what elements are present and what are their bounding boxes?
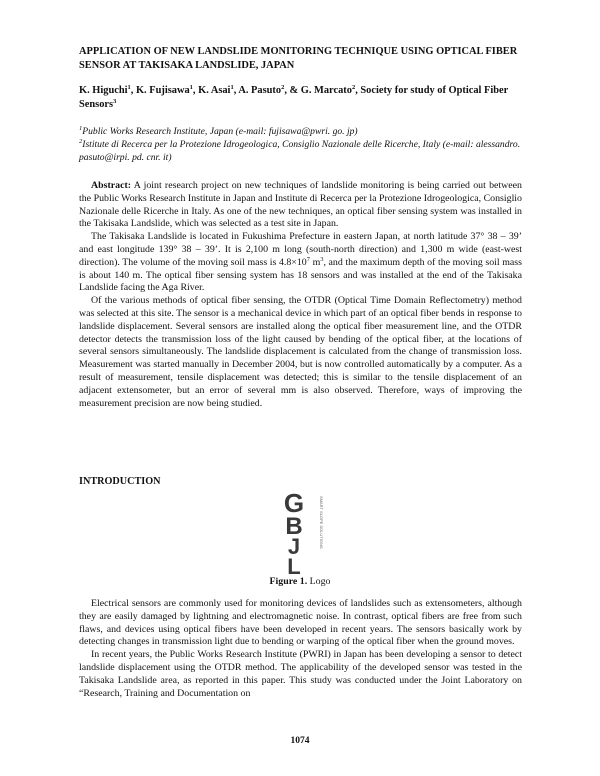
page-number: 1074 bbox=[290, 736, 310, 746]
author: K. Higuchi bbox=[79, 85, 128, 96]
figure-label: Figure 1. bbox=[269, 576, 308, 587]
logo-letter-b: B bbox=[285, 513, 303, 540]
author-affiliation-mark: 1 bbox=[230, 84, 234, 91]
author: A. Pasuto bbox=[238, 85, 282, 96]
author: K. Asai bbox=[198, 85, 231, 96]
author: Society for study of Optical Fiber Sensors bbox=[79, 85, 509, 110]
author-affiliation-mark: 1 bbox=[127, 84, 131, 91]
author-affiliation-mark: 1 bbox=[189, 84, 193, 91]
logo-letter-g: G bbox=[283, 490, 305, 518]
introduction-text bbox=[79, 598, 522, 700]
intro-paragraph-2: In recent years, the Public Works Research Institute (PWRI) in Japan has been developing a sensor to detect landslide displacement using the OTDR method. The applicability of the developed sensor was tested in the Takisaka Landslide area, as reported in this paper. This study was conducted under the Joint Laboratory on “Research, Training and Documentation on bbox=[79, 649, 522, 699]
figure-1-caption: Figure 1. Logo bbox=[269, 576, 331, 587]
intro-paragraph-1: Electrical sensors are commonly used for monitoring devices of landslides such as extensometers, although they are easily damaged by lightning and electromagnetic noise. In contrast, optical fibers are free from such flaws, and devices using optical fibers have been developed in recent years. The sensors basically work by detecting changes in transmission light due to bending or warping of the optical fiber when the ground moves. bbox=[79, 598, 522, 648]
abstract-label: Abstract: bbox=[91, 180, 132, 191]
logo-letter-j: J bbox=[287, 534, 301, 559]
abstract-paragraph-3: Of the various methods of optical fiber sensing, the OTDR (Optical Time Domain Reflectometry) method was selected at this site. The sensor is a mechanical device in which part of an optical fiber bends in response to landslide displacement. Several sensors are installed along the optical fiber measurement line, and the OTDR detector detects the transmission loss of the light caused by bending of the optical fiber, at the locations of several sensors simultaneously. The landslide displacement is calculated from the change of transmission loss. Measurement was started manually in December 2004, but is now controlled automatically by a computer. As a result of measurement, tensile displacement was detected; this is similar to the tensile displacement of an adjacent extensometer, but an error of several mm is also observed. Therefore, ways of improving the measurement precision are now being studied. bbox=[79, 295, 522, 409]
logo-side-text: SMART SLOPE SOLUTIONS bbox=[319, 496, 324, 549]
author: K. Fujisawa bbox=[135, 85, 190, 96]
author-affiliation-mark: 2 bbox=[351, 84, 356, 91]
author-affiliation-mark: 2 bbox=[281, 84, 285, 91]
section-heading-introduction: INTRODUCTION bbox=[79, 476, 161, 487]
gbjl-logo-image bbox=[270, 490, 330, 576]
affiliation-2: $^2$Istitute di Recerca per la Protezione Idrogeologica, Consiglio Nazionale delle Ricerche, Italy (e-mail: alessandro. pasuto@irpi. pd. cnr. it) bbox=[79, 138, 521, 163]
abstract-paragraph-2: The Takisaka Landslide is located in Fukushima Prefecture in eastern Japan, at north latitude 37° 38 – 39’ and east longitude 139° 38 – 39’. It is 2,100 m long (south-north direction) and 1,300 m wide (east-west direction). The volume of the moving soil mass is $4.8\times 10^7$ $m^3$, and the maximum depth of the moving soil mass is about 140 m. The optical fiber sensing system has 18 sensors and was installed at the end of the Takisaka Landslide facing the Aga River. bbox=[79, 231, 522, 294]
affiliation-1: $^1$Public Works Research Institute, Japan (e-mail: fujisawa@pwri. go. jp) bbox=[79, 125, 358, 137]
abstract-paragraph-1: Abstract: A joint research project on new techniques of landslide monitoring is being carried out between the Public Works Research Institute in Japan and Institute di Recerca per la Protezione Idrogeologica, Consiglio Nazionale delle Ricerche in Italy. As one of the new techniques, an optical fiber sensing system was installed in the Takisaka Landslide, which was selected as a test site in Japan. bbox=[79, 180, 522, 230]
logo-letter-l: L bbox=[287, 554, 301, 576]
abstract bbox=[79, 180, 522, 410]
author-list: K. Higuchi$^1$, K. Fujisawa$^1$, K. Asai$^1$, A. Pasuto$^2$, & G. Marcato$^2$, Society for study of Optical Fiber Sensors$^3$ bbox=[79, 84, 509, 110]
affiliations bbox=[79, 125, 529, 164]
paper-title: APPLICATION OF NEW LANDSLIDE MONITORING TECHNIQUE USING OPTICAL FIBER SENSOR AT TAKISAKA LANDSLIDE, JAPAN bbox=[79, 46, 518, 71]
author: G. Marcato bbox=[300, 85, 352, 96]
author-affiliation-mark: 3 bbox=[113, 98, 117, 105]
